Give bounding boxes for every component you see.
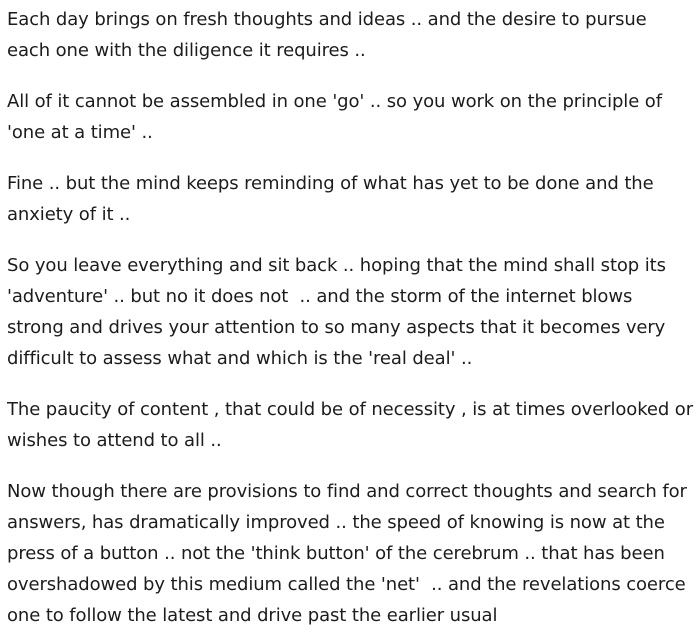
- paragraph-5: The paucity of content , that could be of necessity , is at times overlooked or wishes to attend to all ..: [7, 399, 699, 451]
- paragraph-4: So you leave everything and sit back .. hoping that the mind shall stop its 'adventure' .. but no it does not .. and the storm of the internet blows strong and drives your attention to so many aspects that it becomes very difficult to assess what and which is the 'real deal' ..: [7, 255, 672, 369]
- paragraph-3: Fine .. but the mind keeps reminding of what has yet to be done and the anxiety of it ..: [7, 173, 660, 225]
- paragraph-1: Each day brings on fresh thoughts and ideas .. and the desire to pursue each one with the diligence it requires ..: [7, 9, 653, 61]
- paragraph-6: Now though there are provisions to find and correct thoughts and search for answers, has dramatically improved .. the speed of knowing is now at the press of a button .. not the 'think button' of the cerebrum .. that has been overshadowed by this medium called the 'net' .. and the revelations coerce one to follow the latest and drive past the earlier usual: [7, 481, 693, 626]
- paragraph-2: All of it cannot be assembled in one 'go' .. so you work on the principle of 'one at a time' ..: [7, 91, 668, 143]
